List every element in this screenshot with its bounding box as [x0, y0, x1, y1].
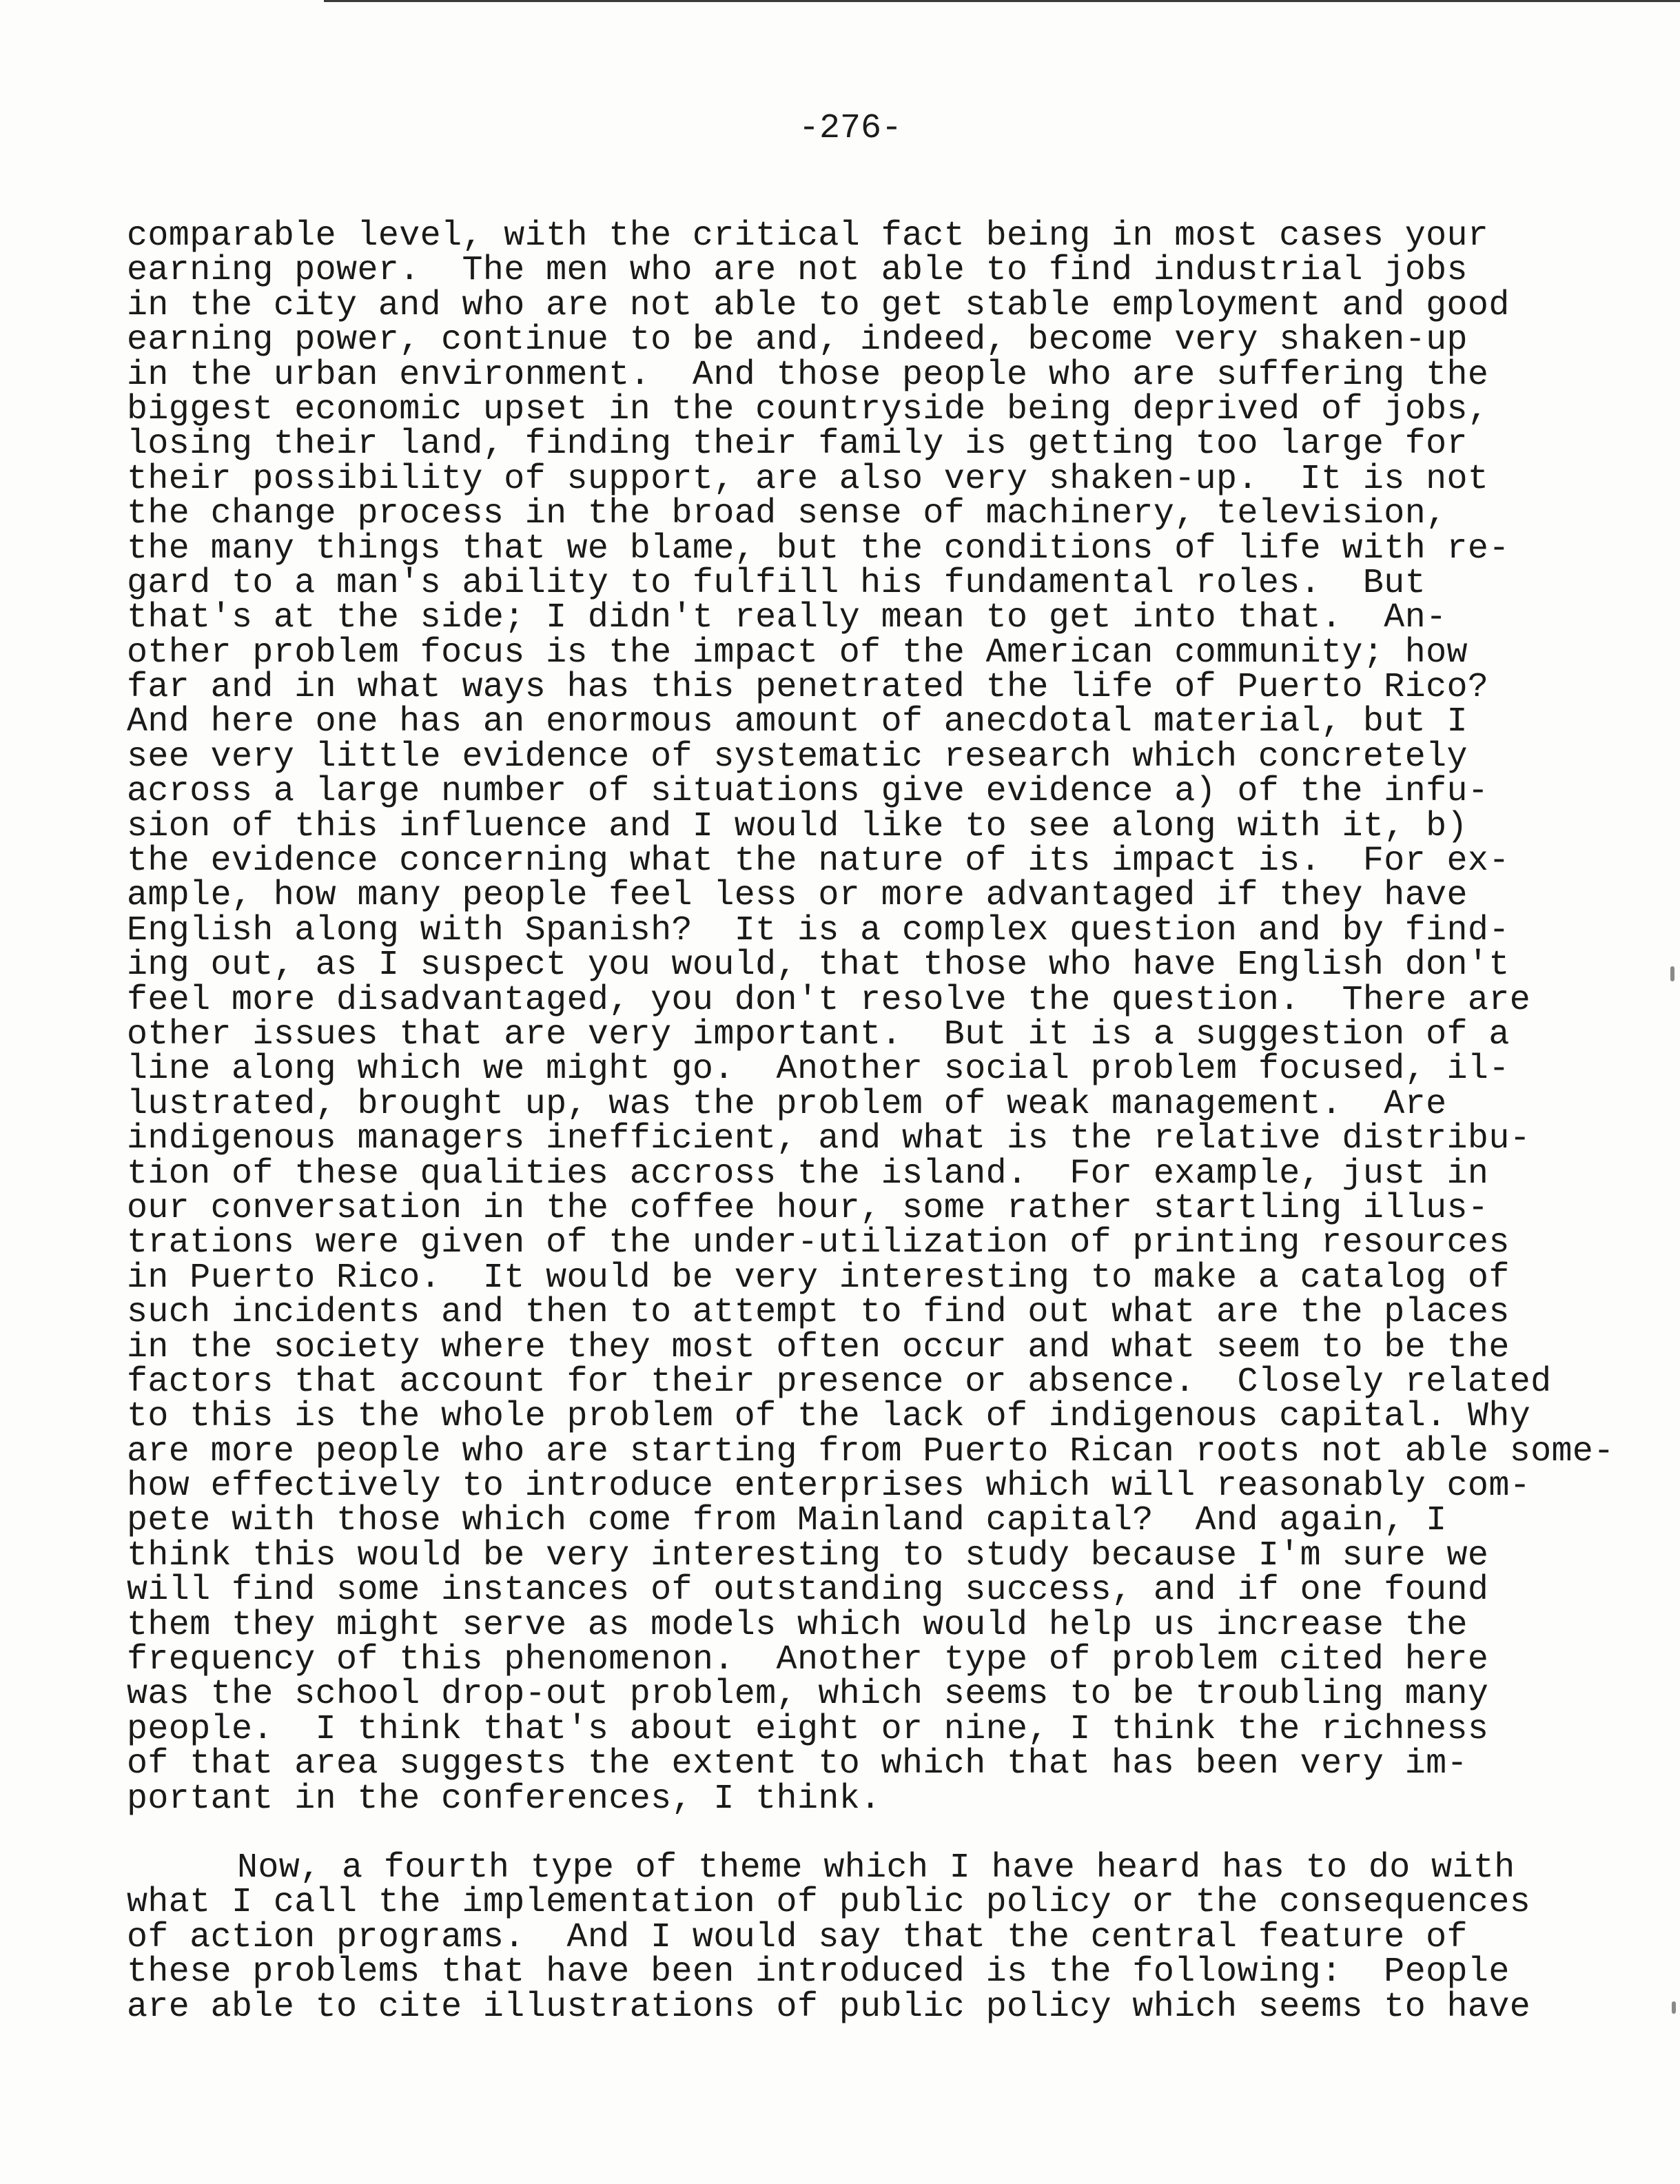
- text-line: think this would be very interesting to study because I'm sure we: [127, 1535, 1489, 1575]
- text-line: lustrated, brought up, was the problem of weak management. Are: [127, 1084, 1447, 1124]
- text-line: comparable level, with the critical fact being in most cases your: [127, 216, 1489, 256]
- text-line: the many things that we blame, but the conditions of life with re-: [127, 529, 1510, 569]
- text-line: far and in what ways has this penetrated the life of Puerto Rico?: [127, 668, 1489, 708]
- page-number: -276-: [798, 109, 903, 148]
- text-line: what I call the implementation of public policy or the consequences: [127, 1883, 1531, 1923]
- text-line: to this is the whole problem of the lack of indigenous capital. Why: [127, 1397, 1531, 1437]
- text-line: how effectively to introduce enterprises which will reasonably com-: [127, 1467, 1531, 1507]
- text-line: the evidence concerning what the nature of its impact is. For ex-: [127, 841, 1510, 881]
- text-line: of that area suggests the extent to which that has been very im-: [127, 1744, 1468, 1784]
- text-line: are more people who are starting from Puerto Rican roots not able some-: [127, 1431, 1615, 1471]
- text-line: earning power. The men who are not able to find industrial jobs: [127, 251, 1468, 291]
- paragraph-gap: [127, 1817, 1560, 1851]
- text-line: in Puerto Rico. It would be very interesting to make a catalog of: [127, 1258, 1510, 1298]
- text-line: will find some instances of outstanding success, and if one found: [127, 1571, 1489, 1611]
- text-line: losing their land, finding their family is getting too large for: [127, 425, 1468, 465]
- text-line: these problems that have been introduced is the following: People: [127, 1952, 1510, 1992]
- paragraph-1: [127, 216, 1615, 1819]
- text-line: in the city and who are not able to get stable employment and good: [127, 285, 1510, 325]
- text-line: earning power, continue to be and, indeed, become very shaken-up: [127, 320, 1468, 360]
- text-line: in the society where they most often occur and what seem to be the: [127, 1327, 1510, 1367]
- text-line: are able to cite illustrations of public policy which seems to have: [127, 1987, 1531, 2027]
- text-line: that's at the side; I didn't really mean to get into that. An-: [127, 598, 1447, 638]
- text-line: frequency of this phenomenon. Another type of problem cited here: [127, 1640, 1489, 1680]
- text-line: Now, a fourth type of theme which I have heard has to do with: [237, 1848, 1515, 1888]
- text-line: of action programs. And I would say that the central feature of: [127, 1917, 1468, 1957]
- text-line: our conversation in the coffee hour, some rather startling illus-: [127, 1188, 1489, 1228]
- text-line: factors that account for their presence or absence. Closely related: [127, 1362, 1552, 1402]
- text-line: was the school drop-out problem, which seems to be troubling many: [127, 1675, 1489, 1715]
- text-line: other problem focus is the impact of the American community; how: [127, 633, 1468, 673]
- text-line: pete with those which come from Mainland capital? And again, I: [127, 1501, 1447, 1541]
- body-text: [127, 216, 1615, 2027]
- text-line: feel more disadvantaged, you don't resolve the question. There are: [127, 980, 1531, 1020]
- text-line: ample, how many people feel less or more advantaged if they have: [127, 876, 1468, 916]
- text-line: across a large number of situations give evidence a) of the infu-: [127, 772, 1489, 812]
- text-line: see very little evidence of systematic research which concretely: [127, 737, 1468, 777]
- paragraph-2: [127, 1848, 1560, 2027]
- text-line: trations were given of the under-utilization of printing resources: [127, 1223, 1510, 1263]
- text-line: English along with Spanish? It is a complex question and by find-: [127, 910, 1510, 950]
- text-line: other issues that are very important. But it is a suggestion of a: [127, 1014, 1510, 1054]
- text-line: such incidents and then to attempt to find out what are the places: [127, 1293, 1510, 1333]
- margin-scan-mark: [1672, 2001, 1676, 2014]
- text-line: biggest economic upset in the countryside being deprived of jobs,: [127, 389, 1489, 429]
- text-line: tion of these qualities accross the island. For example, just in: [127, 1154, 1489, 1194]
- text-line: them they might serve as models which would help us increase the: [127, 1605, 1468, 1645]
- text-line: the change process in the broad sense of machinery, television,: [127, 494, 1447, 534]
- text-line: indigenous managers inefficient, and what is the relative distribu-: [127, 1119, 1531, 1159]
- text-line: people. I think that's about eight or nine, I think the richness: [127, 1709, 1489, 1749]
- text-line: ing out, as I suspect you would, that those who have English don't: [127, 946, 1510, 986]
- text-line: And here one has an enormous amount of anecdotal material, but I: [127, 702, 1468, 742]
- text-line: sion of this influence and I would like to see along with it, b): [127, 806, 1468, 846]
- text-line: gard to a man's ability to fulfill his fundamental roles. But: [127, 563, 1426, 603]
- top-edge-rule: [324, 0, 1680, 2]
- text-line: in the urban environment. And those people who are suffering the: [127, 355, 1489, 395]
- text-line: line along which we might go. Another social problem focused, il-: [127, 1050, 1510, 1090]
- text-line: portant in the conferences, I think.: [127, 1779, 881, 1819]
- margin-scan-mark: [1670, 966, 1674, 981]
- text-line: their possibility of support, are also very shaken-up. It is not: [127, 459, 1489, 499]
